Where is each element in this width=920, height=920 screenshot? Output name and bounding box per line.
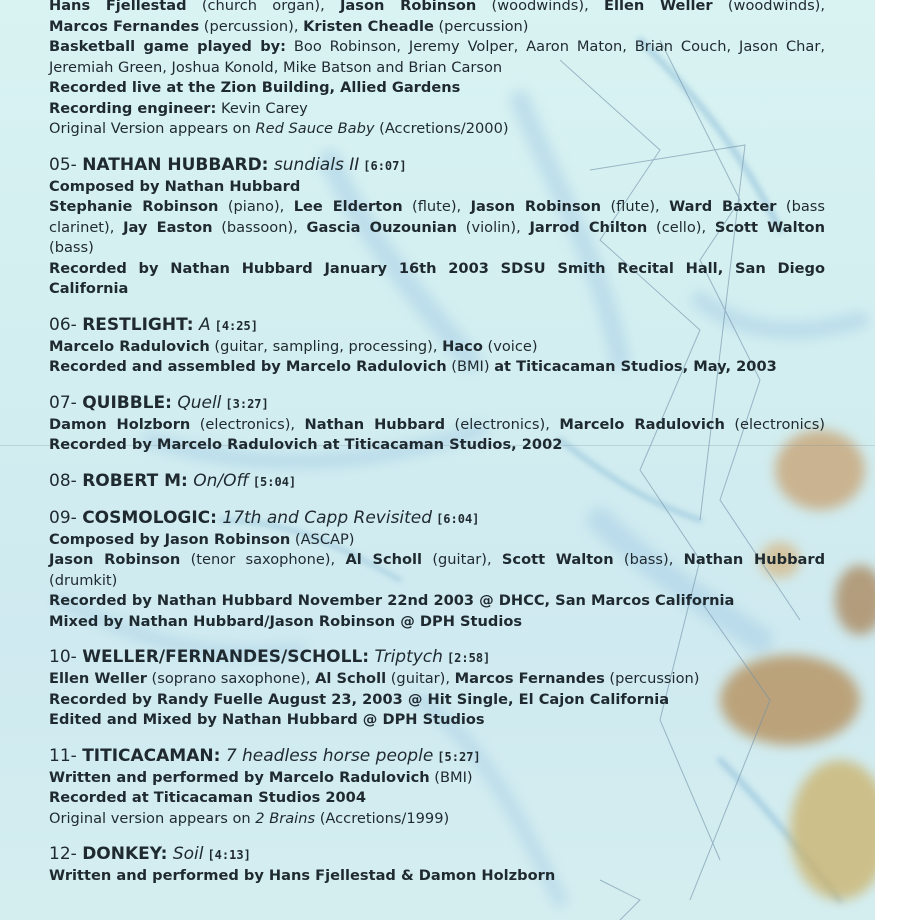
- track-heading: 12- DONKEY: Soil [4:13]: [49, 844, 251, 864]
- track-credits: [49, 0, 825, 887]
- recording-location: Recorded live at the Zion Building, Allied Gardens: [49, 79, 461, 96]
- personnel: Damon Holzborn (electronics), Nathan Hubbard (electronics), Marcelo Radulovich (electronics): [49, 415, 825, 433]
- original-version-note: Original Version appears on Red Sauce Baby (Accretions/2000): [49, 120, 509, 137]
- track-heading: 05- NATHAN HUBBARD: sundials II [6:07]: [49, 154, 407, 175]
- intro-personnel-line-1: Hans Fjellestad (church organ), Jason Robinson (woodwinds), Ellen Weller (woodwinds),: [49, 0, 825, 17]
- recording-credit: Recorded by Nathan Hubbard January 16th 2003 SDSU Smith Recital Hall, San Diego California: [49, 259, 825, 297]
- recording-credit: Recorded and assembled by Marcelo Radulovich (BMI) at Titicacaman Studios, May, 2003: [49, 358, 777, 375]
- musician-name: Jason Robinson: [340, 0, 477, 14]
- track-heading: 10- WELLER/FERNANDES/SCHOLL: Triptych [2:58]: [49, 647, 491, 667]
- recording-credit: Recorded at Titicacaman Studios 2004: [49, 789, 366, 806]
- composer-credit: Composed by Nathan Hubbard: [49, 177, 301, 195]
- writer-credit: Written and performed by Hans Fjellestad & Damon Holzborn: [49, 867, 556, 884]
- track-heading: 07- QUIBBLE: Quell [3:27]: [49, 392, 269, 413]
- writer-credit: Written and performed by Marcelo Radulovich (BMI): [49, 768, 473, 786]
- recording-credit: Recorded by Randy Fuelle August 23, 2003 @ Hit Single, El Cajon California: [49, 690, 670, 708]
- personnel: Ellen Weller (soprano saxophone), Al Scholl (guitar), Marcos Fernandes (percussion): [49, 670, 700, 687]
- personnel: Marcelo Radulovich (guitar, sampling, processing), Haco (voice): [49, 337, 538, 355]
- intro-personnel-line-2: Marcos Fernandes (percussion), Kristen Cheadle (percussion): [49, 17, 529, 35]
- basketball-credit-cont: Jeremiah Green, Joshua Konold, Mike Batson and Brian Carson: [49, 58, 503, 76]
- track-heading: 11- TITICACAMAN: 7 headless horse people [5:27]: [49, 745, 481, 766]
- basketball-credit: Basketball game played by: Boo Robinson, Jeremy Volper, Aaron Maton, Brian Couch, Jason Char,: [49, 38, 825, 55]
- mixing-credit: Edited and Mixed by Nathan Hubbard @ DPH Studios: [49, 711, 485, 728]
- musician-name: Hans Fjellestad: [49, 0, 187, 14]
- personnel: Jason Robinson (tenor saxophone), Al Scholl (guitar), Scott Walton (bass), Nathan Hubbard (drumkit): [49, 551, 826, 589]
- track-heading: 08- ROBERT M: On/Off [5:04]: [49, 470, 297, 491]
- musician-name: Marcos Fernandes: [49, 17, 200, 35]
- composer-credit: Composed by Jason Robinson (ASCAP): [49, 530, 355, 548]
- page-margin: [875, 0, 920, 920]
- personnel: Stephanie Robinson (piano), Lee Elderton (flute), Jason Robinson (flute), Ward Baxter (bass clarinet), Jay Easton (bassoon), Gascia Ouzounian (violin), Jarrod Chilton (cello), Scott Walton (bass): [49, 198, 825, 256]
- musician-name: Ellen Weller: [604, 0, 713, 14]
- recording-credit: Recorded by Marcelo Radulovich at Titicacaman Studios, 2002: [49, 436, 563, 453]
- recording-engineer: Recording engineer: Kevin Carey: [49, 99, 308, 117]
- mixing-credit: Mixed by Nathan Hubbard/Jason Robinson @ DPH Studios: [49, 612, 523, 630]
- track-heading: 09- COSMOLOGIC: 17th and Capp Revisited [6:04]: [49, 507, 480, 528]
- original-version-note: Original version appears on 2 Brains (Accretions/1999): [49, 809, 450, 827]
- musician-name: Kristen Cheadle: [303, 17, 434, 35]
- track-heading: 06- RESTLIGHT: A [4:25]: [49, 314, 258, 335]
- recording-credit: Recorded by Nathan Hubbard November 22nd 2003 @ DHCC, San Marcos California: [49, 592, 735, 609]
